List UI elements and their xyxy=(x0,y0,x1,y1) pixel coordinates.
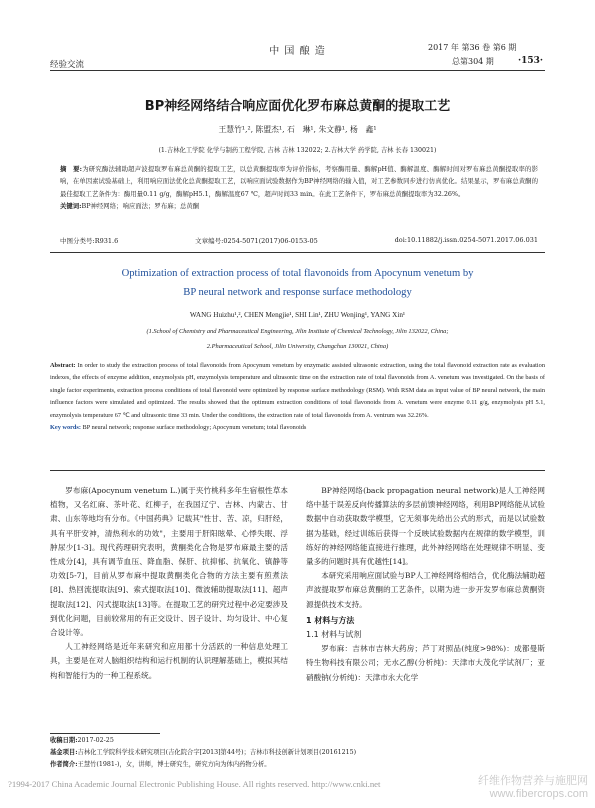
body-left-column xyxy=(50,484,288,683)
divider-rule-bottom xyxy=(50,470,545,471)
materials-paragraph: 罗布麻：吉林市吉林大药房；芦丁对照品(纯度>98%)：成都曼斯特生物科技有限公司；无水乙醇(分析纯)：天津市大茂化学试剂厂；亚硝酸钠(分析纯)：天津市永大化学 xyxy=(306,644,545,682)
watermark xyxy=(478,775,588,801)
header-rule xyxy=(50,70,545,71)
footnotes xyxy=(50,735,545,771)
section-heading: 1 材料与方法 xyxy=(306,615,355,625)
body-paragraph: BP神经网络(back propagation neural network)是人工神经网络中基于误差反向传播算法的多层前馈神经网络，利用BP网络能从试验数据中自动获取数学模型，它无须事先给出公式的形式，而是以试验数据为基础，经过训练后获得一个反映试验数据内在规律的数学模型，训练好的神经网络能直接进行推理，此外神经网络在处理规律不明显、变量多的问题时具有优越性[14]。 xyxy=(306,486,545,567)
keywords-cn-label: 关键词: xyxy=(60,201,82,210)
fund-text: 吉林化工学院科学技术研究项目(吉化院合字[2013]第44号)；吉林市科技创新计划项目(20161215) xyxy=(77,749,357,756)
affiliation-en xyxy=(0,325,595,354)
abstract-en-label: Abstract: xyxy=(50,362,76,369)
subsection-heading: 1.1 材料与试剂 xyxy=(306,630,362,640)
clc-value: R931.6 xyxy=(94,237,119,245)
received-date: 2017-02-25 xyxy=(77,737,114,744)
affiliation-en-1: (1.School of Chemistry and Pharmaceutical Engineering, Jilin Institute of Chemical Technology, Jilin 132022, China; xyxy=(146,328,449,335)
doc-value: 0254-5071(2017)06-0153-05 xyxy=(223,237,318,245)
authors-cn: 王慧竹¹,², 陈盟杰¹, 石 琳¹, 朱文静¹, 杨 鑫¹ xyxy=(218,125,377,134)
article-title-en xyxy=(0,264,595,302)
doi-value: 10.11882/j.issn.0254-5071.2017.06.031 xyxy=(406,236,538,244)
doi-label: doi: xyxy=(394,236,407,244)
affiliation-en-2: 2.Pharmaceutical School, Jilin University, Changchun 130021, China) xyxy=(206,342,389,350)
abstract-cn xyxy=(60,163,538,212)
keywords-cn: BP神经网络；响应面法；罗布麻；总黄酮 xyxy=(81,201,200,210)
page-number: ·153· xyxy=(518,56,544,66)
doc-label: 文章编号: xyxy=(195,237,224,245)
section-label: 经验交流 xyxy=(50,60,85,70)
watermark-en: www.fibercrops.com xyxy=(489,788,588,800)
title-en-line-1: Optimization of extraction process of total flavonoids from Apocynum venetum by xyxy=(121,268,474,279)
affiliation-cn: (1.吉林化工学院 化学与制药工程学院, 吉林 吉林 132022; 2.吉林大学 药学院, 吉林 长春 130021) xyxy=(158,147,437,154)
fund-label: 基金项目: xyxy=(50,749,78,756)
body-paragraph: 罗布麻(Apocynum venetum L.)属于夹竹桃科多年生宿根性草本植物，又名红麻、茶叶花、红柳子，在我国辽宁、吉林、内蒙古、甘肃、山东等地均有分布。《中国药典》记载其"性甘、苦、凉，归肝经，具有平肝安神，清热利水的功效"，主要用于肝阳眩晕、心悸失眠、浮肿尿少[1-3]。现代药理研究表明，黄酮类化合物是罗布麻最主要的活性成分[4]，具有调节血压、降血脂、保肝、抗抑郁、抗氧化、镇静等功效[5-7]，目前从罗布麻中提取黄酮类化合物的方法主要有煎煮法[8]、热回流提取法[9]、索式提取法[10]、微波辅助提取法[11]、超声提取法[12]、闪式提取法[13]等。在提取工艺的研究过程中必定要涉及到优化问题，目前较常用的有正交设计、因子设计、均匀设计、中心复合设计等。 xyxy=(50,486,288,638)
author-text: 王慧竹(1981-)，女，讲师，博士研究生，研究方向为体内药物分析。 xyxy=(77,761,271,768)
issue-line: 2017 年 第36 卷 第6 期 xyxy=(428,43,517,52)
abstract-en-text: In order to study the extraction process of total flavonoids from Apocynum venetum by enzymatic assisted ultrasonic extraction, using the total flavonoid extraction rate as evaluation indexes, the effects of enzyme addition, enzymolysis pH, enzymolysis temperature and ultrasonic time on the extraction rate of total flavonoids from A. venetum was investigated. On the basis of single factor experiments, extraction process conditions of total flavonoid were optimized by response surface methodology (RSM). With RSM data as input value of BP neural network, the main influence factors were simulated and optimized. The results showed that the optimum extraction conditions of total flavonoids from A. venetum were enzyme 0.11 g/g, enzymolysis pH 5.1, enzymolysis temperature 67 ℃ and ultrasonic time 33 min. Under the conditions, the extraction rate of total flavonoids from A. ventrum was 32.26%. xyxy=(50,362,545,419)
clc-label: 中图分类号: xyxy=(60,237,95,245)
article-title-cn: BP神经网络结合响应面优化罗布麻总黄酮的提取工艺 xyxy=(144,99,451,114)
divider-rule-top xyxy=(50,252,545,253)
body-right-column xyxy=(306,484,545,685)
watermark-cn: 纤维作物营养与施肥网 xyxy=(478,775,588,787)
abstract-cn-label: 摘 要: xyxy=(60,165,83,173)
footnote-rule xyxy=(50,733,160,734)
received-label: 收稿日期: xyxy=(50,737,78,744)
title-en-line-2: BP neural network and response surface methodology xyxy=(183,287,412,298)
total-issue-line: 总第304 期 xyxy=(452,57,494,66)
abstract-cn-text: 为研究酶法辅助超声波提取罗布麻总黄酮的提取工艺，以总黄酮提取率为评价指标，考察酶用量、酶解pH值、酶解温度、酶解时间对罗布麻总黄酮提取率的影响，在单因素试验基础上，利用响应面法优化总黄酮提取工艺，以响应面试验数据作为BP神经网络的输入值，对工艺参数同步进行仿真优化。结果显示，罗布麻总黄酮的最佳提取工艺条件为：酶用量0.11 g/g，酶解pH5.1，酶解温度67 ℃，超声时间33 min。在此工艺条件下，罗布麻总黄酮提取率为32.26%。 xyxy=(60,165,538,198)
classification-line xyxy=(60,236,538,245)
copyright-line: ?1994-2017 China Academic Journal Electronic Publishing House. All rights reserved. http://www.cnki.net xyxy=(8,779,381,789)
body-paragraph: 人工神经网络是近年来研究和应用都十分活跃的一种信息处理工具，主要是在对人脑组织结构和运行机制的认识理解基础上，模拟其结构和智能行为的一种工程系统。 xyxy=(50,642,288,680)
keywords-en-label: Key words: xyxy=(50,424,81,432)
abstract-en xyxy=(50,360,545,434)
authors-en: WANG Huizhu¹,², CHEN Mengjie¹, SHI Lin¹, ZHU Wenjing¹, YANG Xin¹ xyxy=(189,311,406,319)
journal-name: 中 国 酿 造 xyxy=(269,46,326,57)
author-label: 作者简介: xyxy=(50,761,78,768)
keywords-en: BP neural network; response surface methodology; Apocynum venetum; total flavonoids xyxy=(82,424,307,432)
body-paragraph: 本研究采用响应面试验与BP人工神经网络相结合，优化酶法辅助超声波提取罗布麻总黄酮的工艺条件，以期为进一步开发罗布麻总黄酮资源提供技术支持。 xyxy=(306,571,545,609)
